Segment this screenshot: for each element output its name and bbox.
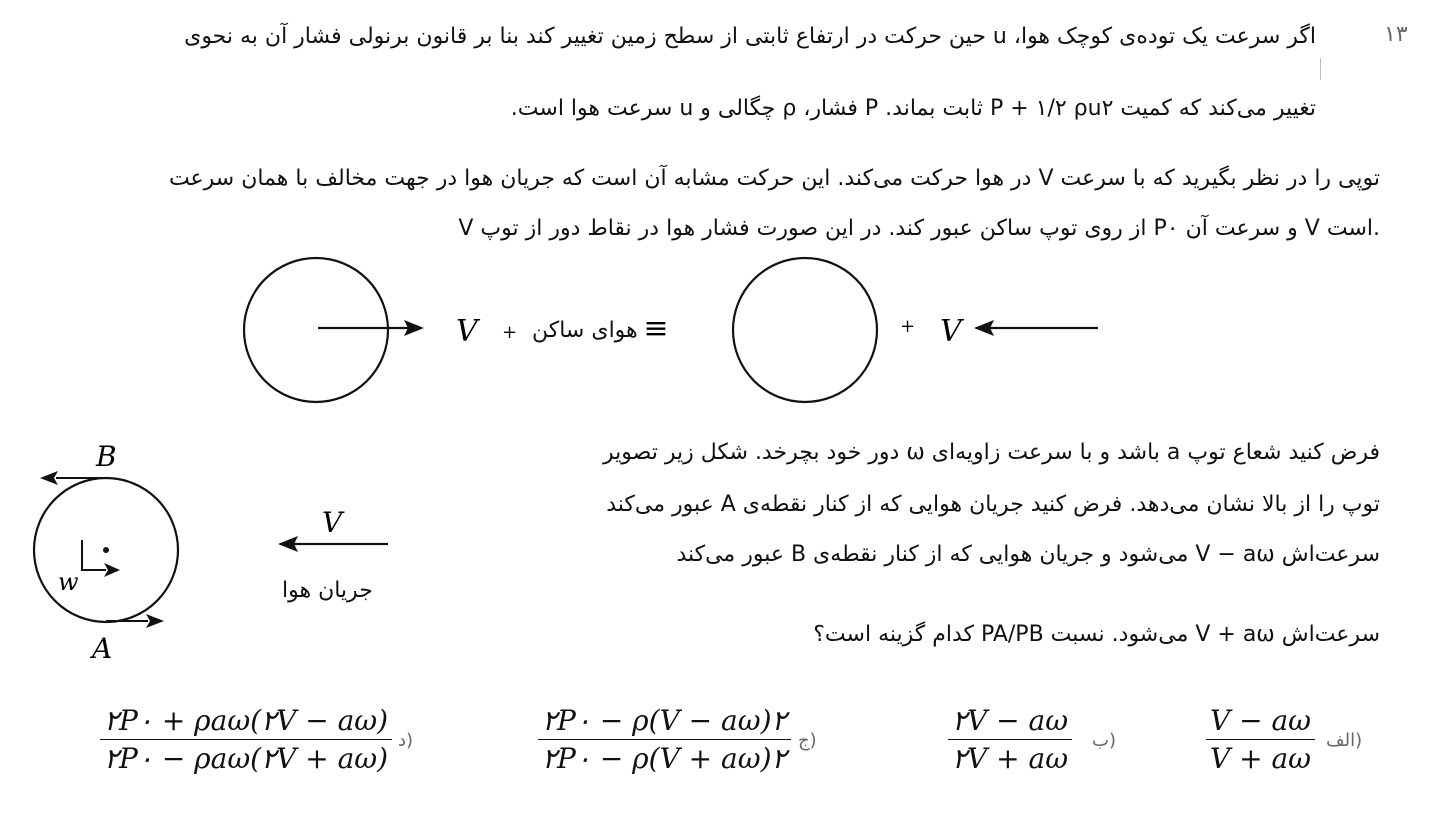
rotation-arrow-path	[82, 540, 106, 570]
rotation-arrowhead	[104, 563, 120, 577]
still-air-label: هوای ساکن	[532, 318, 638, 343]
plus-sign-right: +	[900, 316, 916, 337]
option-je-label[interactable]: ج)	[798, 730, 817, 751]
air-velocity-label: V	[940, 314, 962, 349]
point-a-label: A	[92, 632, 113, 665]
ball-velocity-label: V	[456, 314, 478, 349]
plus-sign-left: +	[502, 322, 518, 343]
option-dal-label[interactable]: د)	[398, 730, 414, 751]
omega-label: w	[58, 568, 79, 596]
point-b-arrowhead	[40, 471, 58, 485]
stationary-ball-circle	[733, 258, 877, 402]
option-je-fraction: $\frac{۲P۰ - \rho(V - a\omega)۲}{۲P۰ - \rho(V + a\omega)۲}$	[538, 704, 791, 775]
point-b-label: B	[96, 440, 117, 473]
equivalence-diagram	[220, 248, 1120, 418]
moving-ball-circle	[244, 258, 388, 402]
point-a-arrowhead	[146, 614, 164, 628]
option-be-fraction: $\frac{۲V - a\omega}{۲V + a\omega}$	[948, 704, 1072, 775]
option-alef-fraction: $\frac{V - a\omega}{V + a\omega}$	[1206, 704, 1315, 775]
question-number: ۱۳	[1384, 22, 1408, 47]
paragraph-3-line-4: سرعت‌اش V + aω می‌شود. نسبت PA/PB کدام گزینه است؟	[813, 622, 1380, 647]
paragraph-2-line-1: توپی را در نظر بگیرید که با سرعت V در هوا حرکت می‌کند. این حرکت مشابه آن است که جریان هوا در جهت مخالف با همان سرعت	[168, 166, 1380, 191]
margin-mark	[1320, 58, 1321, 80]
option-alef-label[interactable]: الف)	[1326, 730, 1363, 751]
flow-velocity-label: V	[322, 506, 343, 539]
option-dal-fraction: ۲P۰ + ρaω(۲V − aω) ۲P۰ − ρaω(۲V + aω)	[100, 704, 392, 775]
paragraph-1-line-2: تغییر می‌کند که کمیت P + ۱/۲ ρu۲ ثابت بماند. P فشار، ρ چگالی و u سرعت هوا است.	[510, 96, 1316, 121]
paragraph-1-line-1: اگر سرعت یک توده‌ی کوچک هوا، u حین حرکت در ارتفاع ثابتی از سطح زمین تغییر کند بنا بر قانون برنولی فشار آن به نحوی	[184, 24, 1316, 49]
paragraph-3-line-2: توپ را از بالا نشان می‌دهد. فرض کنید جریان هوایی که از کنار نقطه‌ی A عبور می‌کند	[606, 492, 1380, 517]
paragraph-3-line-3: سرعت‌اش V − aω می‌شود و جریان هوایی که از کنار نقطه‌ی B عبور می‌کند	[676, 542, 1380, 567]
ball-center-dot	[103, 547, 109, 553]
paragraph-2-line-2: V از روی توپ ساکن عبور کند. در این صورت فشار هوا در نقاط دور از توپ P۰ و سرعت آن V است.	[458, 216, 1380, 241]
airflow-label: جریان هوا	[282, 578, 373, 603]
equivalence-sign: ≡	[643, 311, 669, 346]
paragraph-3-line-1: فرض کنید شعاع توپ a باشد و با سرعت زاویه‌ای ω دور خود بچرخد. شکل زیر تصویر	[603, 440, 1380, 465]
spinning-ball-diagram	[20, 436, 420, 666]
option-be-label[interactable]: ب)	[1092, 730, 1116, 751]
